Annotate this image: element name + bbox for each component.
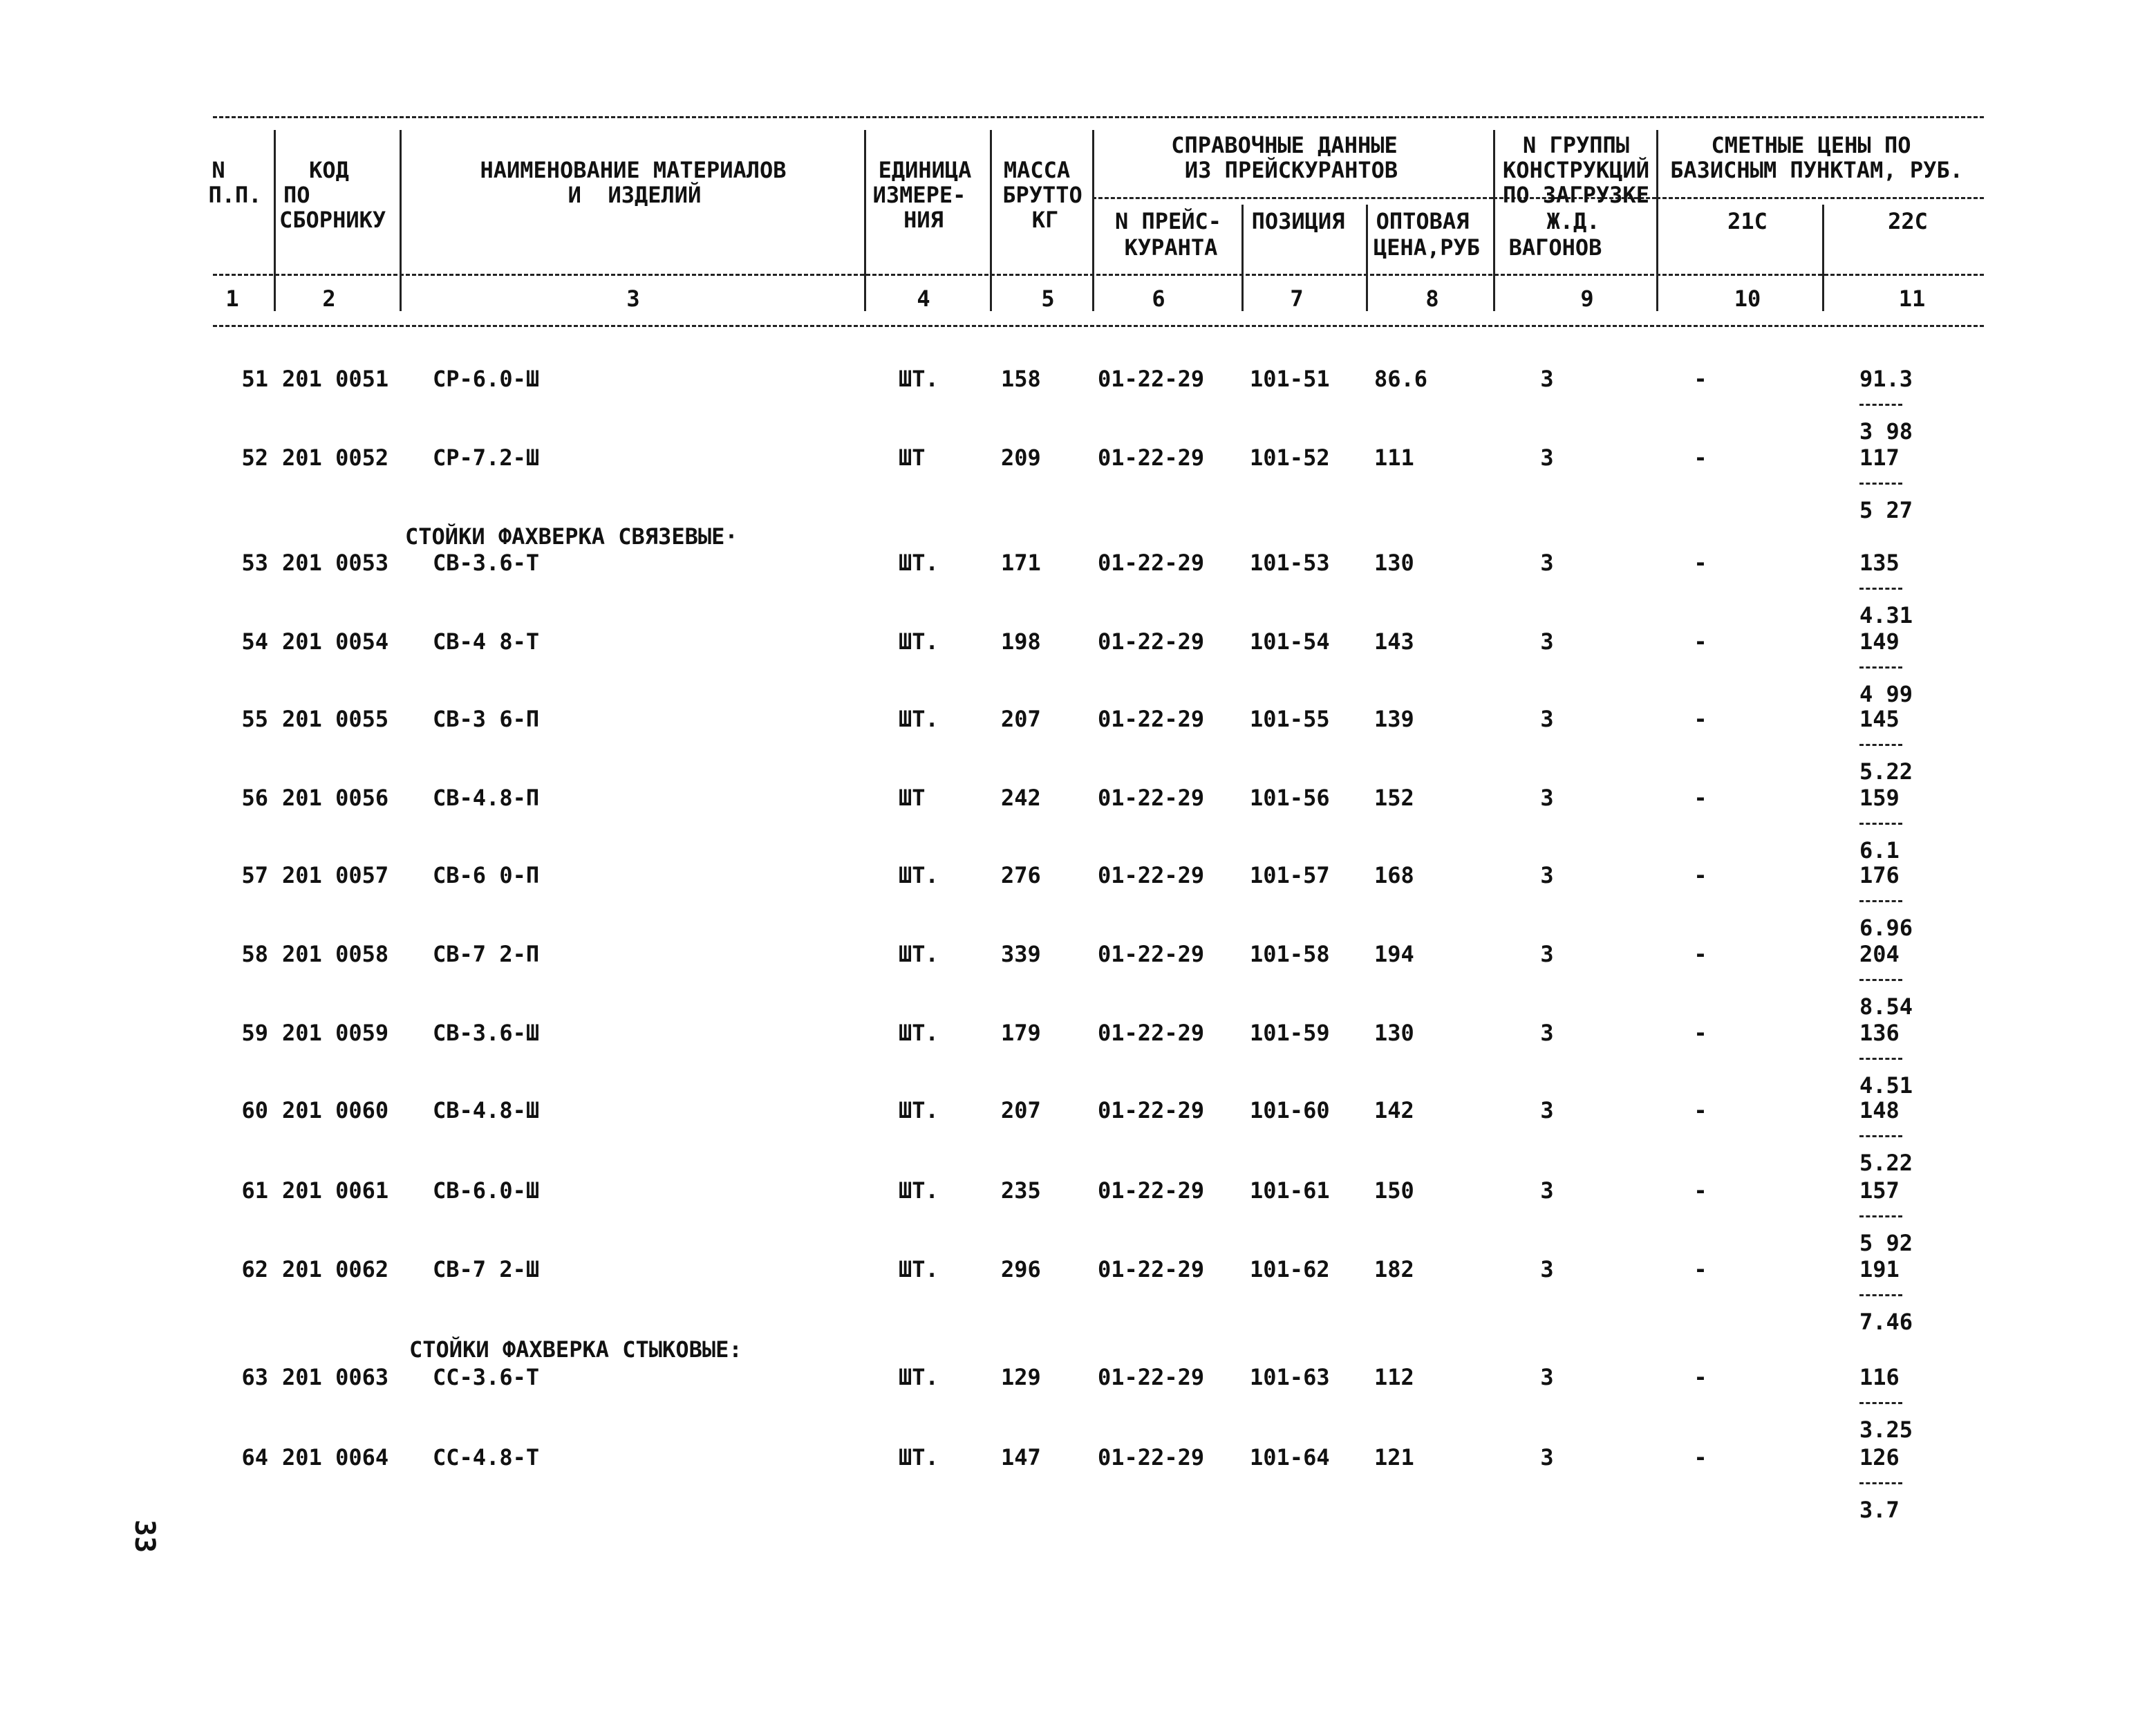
cell-code: 201 0059	[282, 1020, 389, 1046]
cell-name: СВ-4 8-Т	[433, 628, 540, 655]
section-label-ties: СТОЙКИ ФАХВЕРКА СВЯЗЕВЫЕ·	[405, 523, 738, 550]
cell-unit: ШТ.	[899, 1177, 939, 1204]
cell-c21: -	[1694, 862, 1707, 888]
cell-unit: ШТ.	[899, 550, 939, 576]
header-col9-line1: Ж.Д.	[1546, 208, 1600, 234]
cell-mass: 207	[1001, 706, 1041, 732]
cell-price-list: 01-22-29	[1098, 1097, 1205, 1123]
cell-c21: -	[1694, 550, 1707, 576]
header-col5-line2: БРУТТО	[1002, 182, 1082, 208]
cell-c21: -	[1694, 628, 1707, 655]
cell-code: 201 0058	[282, 941, 389, 967]
cell-opt: 194	[1374, 941, 1414, 967]
header-col4-line3: НИЯ	[903, 207, 944, 233]
cell-mass: 147	[1001, 1444, 1041, 1470]
cell-c22-secondary: 8.54	[1859, 993, 1913, 1020]
ref-group-divider	[1092, 197, 1493, 199]
cell-mass: 129	[1001, 1364, 1041, 1390]
cell-opt: 121	[1374, 1444, 1414, 1470]
cell-mass: 276	[1001, 862, 1041, 888]
header-col4-line2: ИЗМЕРЕ-	[872, 182, 966, 208]
cell-code: 201 0056	[282, 785, 389, 811]
cell-price-list: 01-22-29	[1098, 1444, 1205, 1470]
cell-price-list: 01-22-29	[1098, 445, 1205, 471]
cell-c21: -	[1694, 445, 1707, 471]
cell-opt: 130	[1374, 550, 1414, 576]
cell-group: 3	[1540, 628, 1554, 655]
cell-mass: 235	[1001, 1177, 1041, 1204]
cell-pos: 101-60	[1250, 1097, 1330, 1123]
cell-opt: 111	[1374, 445, 1414, 471]
cell-group: 3	[1540, 445, 1554, 471]
cell-n: 55	[241, 706, 268, 732]
cell-unit: ШТ.	[899, 941, 939, 967]
cell-mass: 209	[1001, 445, 1041, 471]
cell-group: 3	[1540, 862, 1554, 888]
cell-name: СВ-4.8-Ш	[433, 1097, 540, 1123]
header-col2-line3: СБОРНИКУ	[279, 207, 386, 233]
cell-pos: 101-57	[1250, 862, 1330, 888]
cell-code: 201 0062	[282, 1256, 389, 1282]
cell-name: СВ-3.6-Т	[433, 550, 540, 576]
cell-group: 3	[1540, 941, 1554, 967]
cell-c22: 191	[1859, 1256, 1900, 1282]
cell-c22-secondary: 4.31	[1859, 602, 1913, 628]
cell-mass: 179	[1001, 1020, 1041, 1046]
cell-code: 201 0061	[282, 1177, 389, 1204]
cell-name: СР-7.2-Ш	[433, 445, 540, 471]
cell-c22-secondary: 6.96	[1859, 915, 1913, 941]
colnum-sep-3	[864, 286, 866, 311]
cell-c22-secondary: 7.46	[1859, 1309, 1913, 1335]
cell-name: СР-6.0-Ш	[433, 366, 540, 392]
cell-mass: 198	[1001, 628, 1041, 655]
header-sep-2	[400, 130, 402, 308]
cell-code: 201 0051	[282, 366, 389, 392]
cell-unit: ШТ.	[899, 1444, 939, 1470]
cell-code: 201 0052	[282, 445, 389, 471]
cell-c22-secondary: 4.51	[1859, 1072, 1913, 1099]
cell-group: 3	[1540, 366, 1554, 392]
colnum-sep-4	[990, 286, 992, 311]
cell-code: 201 0055	[282, 706, 389, 732]
cell-mass: 296	[1001, 1256, 1041, 1282]
cell-price-list: 01-22-29	[1098, 1177, 1205, 1204]
cell-unit: ШТ.	[899, 1020, 939, 1046]
fraction-divider	[1859, 1294, 1902, 1296]
cell-opt: 112	[1374, 1364, 1414, 1390]
header-col1-line2: П.П.	[208, 182, 262, 208]
cell-code: 201 0060	[282, 1097, 389, 1123]
cell-c22-secondary: 5.22	[1859, 758, 1913, 785]
cell-price-list: 01-22-29	[1098, 628, 1205, 655]
colnum-sep-7	[1366, 286, 1368, 311]
cell-n: 52	[241, 445, 268, 471]
cell-unit: ШТ.	[899, 862, 939, 888]
cell-pos: 101-54	[1250, 628, 1330, 655]
header-col7-line1: ПОЗИЦИЯ	[1251, 208, 1345, 234]
cell-unit: ШТ	[899, 445, 926, 471]
cell-c21: -	[1694, 785, 1707, 811]
header-col9-group-line2: КОНСТРУКЦИЙ	[1503, 157, 1649, 183]
cell-c22: 91.3	[1859, 366, 1913, 392]
cell-code: 201 0054	[282, 628, 389, 655]
cell-c22-secondary: 5 92	[1859, 1230, 1913, 1256]
cell-unit: ШТ.	[899, 366, 939, 392]
header-col9-line2: ВАГОНОВ	[1508, 234, 1602, 261]
cell-price-list: 01-22-29	[1098, 1256, 1205, 1282]
colnum-sep-2	[400, 286, 402, 311]
cell-c21: -	[1694, 941, 1707, 967]
header-bottom-rule	[213, 325, 1984, 327]
header-ref-group-line1: СПРАВОЧНЫЕ ДАННЫЕ	[1171, 132, 1398, 158]
colnum-7: 7	[1290, 286, 1304, 312]
cell-unit: ШТ.	[899, 1097, 939, 1123]
cell-unit: ШТ.	[899, 706, 939, 732]
cell-name: СВ-3 6-П	[433, 706, 540, 732]
header-sep-9	[1656, 130, 1658, 308]
cell-code: 201 0057	[282, 862, 389, 888]
cell-opt: 152	[1374, 785, 1414, 811]
cell-c21: -	[1694, 1256, 1707, 1282]
cell-mass: 339	[1001, 941, 1041, 967]
cell-opt: 142	[1374, 1097, 1414, 1123]
colnum-sep-10	[1822, 286, 1824, 311]
header-sep-3	[864, 130, 866, 308]
cell-pos: 101-59	[1250, 1020, 1330, 1046]
cell-group: 3	[1540, 550, 1554, 576]
cell-c21: -	[1694, 1364, 1707, 1390]
colnum-9: 9	[1580, 286, 1594, 312]
cell-name: СВ-7 2-Ш	[433, 1256, 540, 1282]
cell-unit: ШТ.	[899, 1364, 939, 1390]
cell-name: СВ-3.6-Ш	[433, 1020, 540, 1046]
fraction-divider	[1859, 1135, 1902, 1137]
header-col8-line1: ОПТОВАЯ	[1376, 208, 1470, 234]
cell-name: СВ-6 0-П	[433, 862, 540, 888]
cell-n: 63	[241, 1364, 268, 1390]
cell-c22: 135	[1859, 550, 1900, 576]
cell-group: 3	[1540, 706, 1554, 732]
cell-group: 3	[1540, 785, 1554, 811]
header-col5-line3: КГ	[1031, 207, 1059, 233]
colnum-6: 6	[1152, 286, 1165, 312]
header-col10: 21С	[1727, 208, 1768, 234]
colnum-8: 8	[1425, 286, 1439, 312]
cell-group: 3	[1540, 1444, 1554, 1470]
cell-c22: 117	[1859, 445, 1900, 471]
cell-pos: 101-53	[1250, 550, 1330, 576]
header-col2-line2: ПО	[283, 182, 310, 208]
header-ref-group-line2: ИЗ ПРЕЙСКУРАНТОВ	[1184, 157, 1398, 183]
cell-c21: -	[1694, 1097, 1707, 1123]
cell-c22-secondary: 3 98	[1859, 418, 1913, 445]
fraction-divider	[1859, 744, 1902, 746]
cell-c22: 116	[1859, 1364, 1900, 1390]
fraction-divider	[1859, 900, 1902, 902]
cell-c22: 126	[1859, 1444, 1900, 1470]
cell-c21: -	[1694, 706, 1707, 732]
colnum-sep-9	[1656, 286, 1658, 311]
cell-price-list: 01-22-29	[1098, 1020, 1205, 1046]
header-col9-group-line1: N ГРУППЫ	[1522, 132, 1630, 158]
header-col2-line1: КОД	[309, 157, 349, 183]
cell-c22: 136	[1859, 1020, 1900, 1046]
header-col8-line2: ЦЕНА,РУБ	[1373, 234, 1481, 261]
cell-opt: 168	[1374, 862, 1414, 888]
cell-price-list: 01-22-29	[1098, 706, 1205, 732]
header-col4-line1: ЕДИНИЦА	[878, 157, 972, 183]
cell-pos: 101-63	[1250, 1364, 1330, 1390]
cell-n: 51	[241, 366, 268, 392]
cell-pos: 101-51	[1250, 366, 1330, 392]
cell-pos: 101-61	[1250, 1177, 1330, 1204]
cell-mass: 207	[1001, 1097, 1041, 1123]
cell-c21: -	[1694, 366, 1707, 392]
cell-c22-secondary: 5.22	[1859, 1150, 1913, 1176]
header-prices-group-line1: СМЕТНЫЕ ЦЕНЫ ПО	[1711, 132, 1911, 158]
colnum-4: 4	[917, 286, 930, 312]
fraction-divider	[1859, 1058, 1902, 1060]
colnum-sep-6	[1241, 286, 1244, 311]
cell-group: 3	[1540, 1256, 1554, 1282]
cell-group: 3	[1540, 1020, 1554, 1046]
fraction-divider	[1859, 666, 1902, 669]
header-sep-4	[990, 130, 992, 308]
header-sep-1	[274, 130, 276, 308]
fraction-divider	[1859, 588, 1902, 590]
cell-name: СВ-4.8-П	[433, 785, 540, 811]
page-number: 33	[129, 1520, 160, 1553]
header-col3-line1: НАИМЕНОВАНИЕ МАТЕРИАЛОВ	[480, 157, 787, 183]
header-col9-group-line3: ПО ЗАГРУЗКЕ	[1503, 182, 1649, 208]
cell-c22: 148	[1859, 1097, 1900, 1123]
cell-opt: 86.6	[1374, 366, 1428, 392]
cell-n: 64	[241, 1444, 268, 1470]
colnum-sep-8	[1493, 286, 1495, 311]
colnum-3: 3	[626, 286, 640, 312]
cell-pos: 101-55	[1250, 706, 1330, 732]
colnum-1: 1	[225, 286, 239, 312]
header-prices-group-line2: БАЗИСНЫМ ПУНКТАМ, РУБ.	[1670, 157, 1963, 183]
cell-mass: 171	[1001, 550, 1041, 576]
fraction-divider	[1859, 1402, 1902, 1404]
colnum-10: 10	[1734, 286, 1761, 312]
cell-c21: -	[1694, 1020, 1707, 1046]
header-sep-8	[1493, 130, 1495, 308]
cell-opt: 143	[1374, 628, 1414, 655]
cell-c22-secondary: 5 27	[1859, 497, 1913, 523]
header-col6-line2: КУРАНТА	[1124, 234, 1218, 261]
cell-name: СВ-6.0-Ш	[433, 1177, 540, 1204]
cell-group: 3	[1540, 1177, 1554, 1204]
cell-n: 58	[241, 941, 268, 967]
cell-c21: -	[1694, 1444, 1707, 1470]
cell-c22-secondary: 3.7	[1859, 1497, 1900, 1523]
cell-pos: 101-56	[1250, 785, 1330, 811]
cell-c22: 176	[1859, 862, 1900, 888]
cell-opt: 182	[1374, 1256, 1414, 1282]
cell-name: СВ-7 2-П	[433, 941, 540, 967]
cell-c22-secondary: 6.1	[1859, 837, 1900, 863]
cell-c22-secondary: 3.25	[1859, 1417, 1913, 1443]
section-label-joints: СТОЙКИ ФАХВЕРКА СТЫКОВЫЕ:	[409, 1336, 742, 1363]
cell-code: 201 0064	[282, 1444, 389, 1470]
prices-group-divider	[1656, 197, 1984, 199]
cell-opt: 150	[1374, 1177, 1414, 1204]
cell-pos: 101-52	[1250, 445, 1330, 471]
cell-n: 59	[241, 1020, 268, 1046]
cell-pos: 101-64	[1250, 1444, 1330, 1470]
fraction-divider	[1859, 404, 1902, 406]
cell-price-list: 01-22-29	[1098, 550, 1205, 576]
header-col6-line1: N ПРЕЙС-	[1114, 208, 1222, 234]
cell-n: 62	[241, 1256, 268, 1282]
header-sep-5	[1092, 130, 1094, 308]
cell-n: 54	[241, 628, 268, 655]
fraction-divider	[1859, 823, 1902, 825]
cell-price-list: 01-22-29	[1098, 366, 1205, 392]
cell-c21: -	[1694, 1177, 1707, 1204]
header-top-rule	[213, 116, 1984, 118]
cell-code: 201 0063	[282, 1364, 389, 1390]
cell-c22: 204	[1859, 941, 1900, 967]
cell-price-list: 01-22-29	[1098, 785, 1205, 811]
cell-price-list: 01-22-29	[1098, 1364, 1205, 1390]
header-col11: 22С	[1888, 208, 1928, 234]
cell-n: 53	[241, 550, 268, 576]
header-col1-line1: N	[212, 157, 225, 183]
fraction-divider	[1859, 979, 1902, 981]
cell-pos: 101-62	[1250, 1256, 1330, 1282]
header-numbers-rule	[213, 274, 1984, 276]
cell-n: 60	[241, 1097, 268, 1123]
cell-c22-secondary: 4 99	[1859, 681, 1913, 707]
cell-name: СС-4.8-Т	[433, 1444, 540, 1470]
cell-c22: 159	[1859, 785, 1900, 811]
cell-opt: 139	[1374, 706, 1414, 732]
fraction-divider	[1859, 1215, 1902, 1217]
header-col5-line1: МАССА	[1003, 157, 1071, 183]
colnum-2: 2	[322, 286, 336, 312]
cell-c22: 157	[1859, 1177, 1900, 1204]
cell-price-list: 01-22-29	[1098, 941, 1205, 967]
cell-n: 56	[241, 785, 268, 811]
cell-unit: ШТ.	[899, 628, 939, 655]
cell-pos: 101-58	[1250, 941, 1330, 967]
colnum-11: 11	[1898, 286, 1926, 312]
cell-price-list: 01-22-29	[1098, 862, 1205, 888]
colnum-sep-5	[1092, 286, 1094, 311]
cell-group: 3	[1540, 1097, 1554, 1123]
cell-unit: ШТ	[899, 785, 926, 811]
cell-code: 201 0053	[282, 550, 389, 576]
header-col3-line2: И ИЗДЕЛИЙ	[568, 182, 702, 208]
cell-mass: 158	[1001, 366, 1041, 392]
cell-c22: 145	[1859, 706, 1900, 732]
cell-c22: 149	[1859, 628, 1900, 655]
colnum-5: 5	[1041, 286, 1055, 312]
cell-unit: ШТ.	[899, 1256, 939, 1282]
cell-mass: 242	[1001, 785, 1041, 811]
cell-group: 3	[1540, 1364, 1554, 1390]
fraction-divider	[1859, 483, 1902, 485]
cell-n: 57	[241, 862, 268, 888]
cell-opt: 130	[1374, 1020, 1414, 1046]
fraction-divider	[1859, 1482, 1902, 1484]
colnum-sep-1	[274, 286, 276, 311]
cell-n: 61	[241, 1177, 268, 1204]
cell-name: СС-3.6-Т	[433, 1364, 540, 1390]
